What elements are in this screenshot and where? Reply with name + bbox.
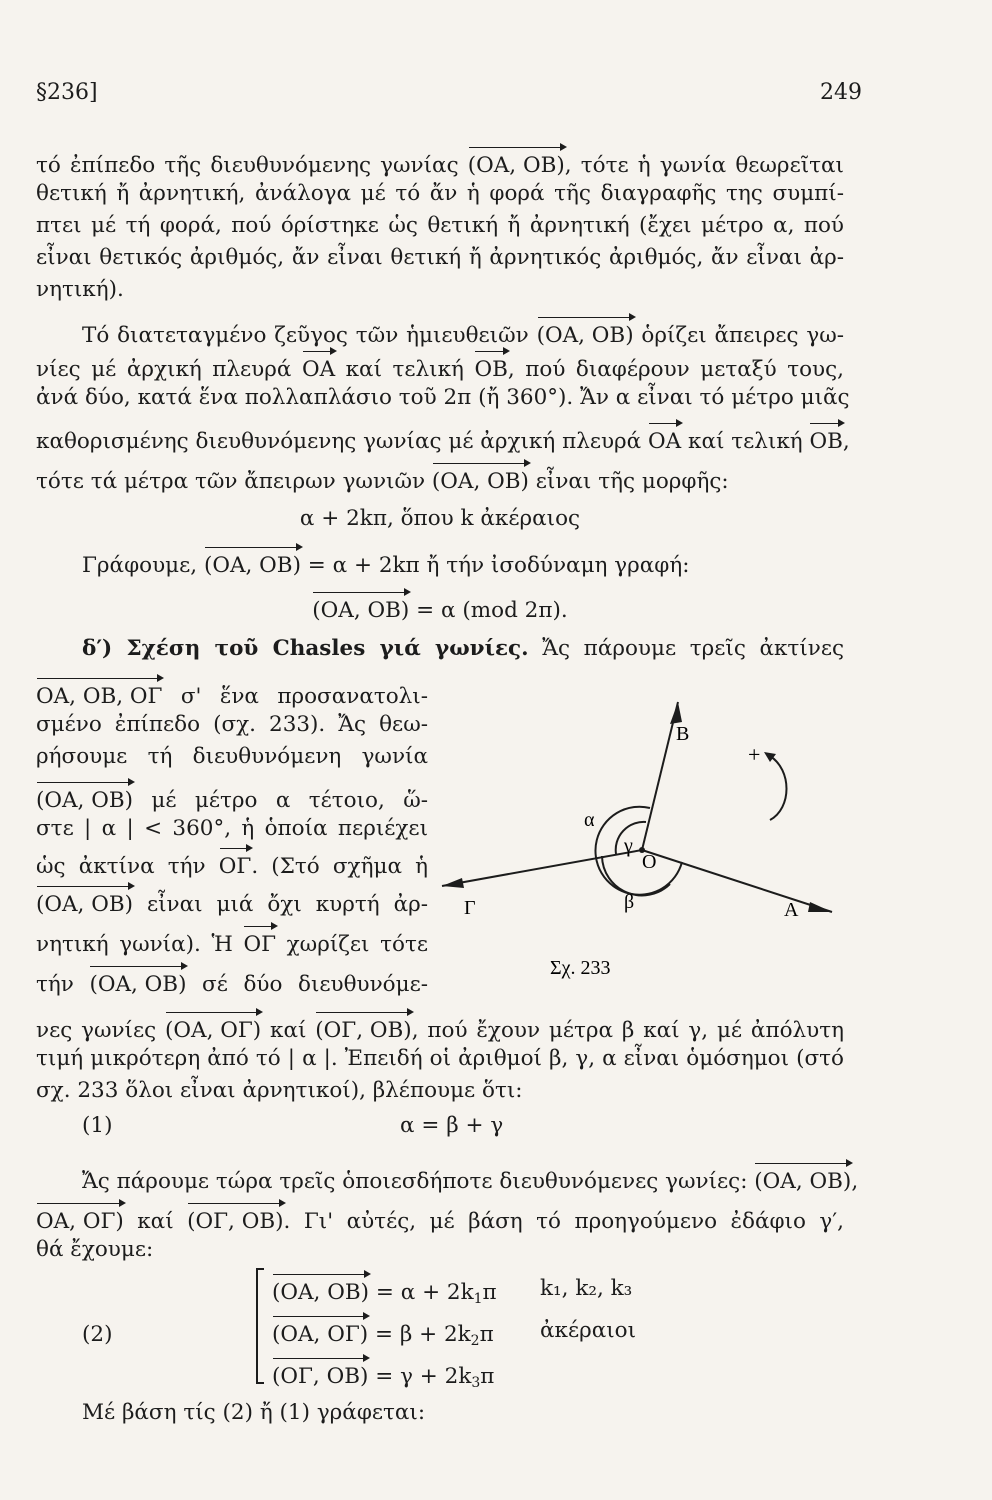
text-line: Γράφουμε, (ΟΑ, ΟΒ) = α + 2kπ ἤ τήν ἰσοδύναμη γραφή:: [82, 547, 689, 581]
text-line: καθορισμένης διευθυνόμενης γωνίας μέ ἀρχική πλευρά ΟΑ καί τελική ΟΒ,: [36, 423, 844, 457]
section-header: §236]: [36, 80, 98, 105]
formula-mod: (ΟΑ, ΟΒ) = α (mod 2π).: [36, 592, 844, 626]
label-o: O: [642, 851, 657, 873]
text-line: θετική ἤ ἀρνητική, ἀνάλογα μέ τό ἄν ἡ φορά τῆς διαγραφῆς της συμπί-: [36, 181, 844, 206]
text-line: νητική γωνία). Ἡ ΟΓ χωρίζει τότε: [36, 926, 428, 960]
label-gamma: γ: [624, 835, 633, 857]
text-line: ρήσουμε τή διευθυνόμενη γωνία: [36, 744, 428, 769]
eq2-row: (ΟΑ, $OB) = \alpha + 2k_1\pi$: [272, 1274, 497, 1314]
label-alpha: α: [584, 809, 595, 831]
text-line: τήν (ΟΑ, ΟΒ) σέ δύο διευθυνόμε-: [36, 966, 428, 1000]
text-line: τό ἐπίπεδο τῆς διευθυνόμενης γωνίας (ΟΑ, ΟΒ), τότε ἡ γωνία θεωρεῖται: [36, 147, 844, 181]
text-line: θά ἔχουμε:: [36, 1237, 154, 1262]
eq2-label: (2): [82, 1322, 113, 1347]
label-g: Γ: [464, 897, 476, 919]
arrow-a: [808, 902, 832, 912]
eq2-row: (ΟΓ, $OB) = \gamma + 2k_3\pi$: [272, 1358, 494, 1398]
text-line: σχ. 233 ὅλοι εἶναι ἀρνητικοί), βλέπουμε ὅτι:: [36, 1078, 523, 1103]
text-line: τότε τά μέτρα τῶν ἄπειρων γωνιῶν (ΟΑ, ΟΒ) εἶναι τῆς μορφῆς:: [36, 463, 729, 497]
final-line: Μέ βάση τίς (2) ἤ (1) γράφεται:: [82, 1400, 426, 1425]
eq1-label: (1): [82, 1113, 113, 1138]
label-beta: β: [624, 891, 635, 913]
system-brace: [256, 1268, 268, 1384]
text-line: Τό διατεταγμένο ζεῦγος τῶν ἡμιευθειῶν (ΟΑ, ΟΒ) ὁρίζει ἄπειρες γω-: [82, 317, 844, 351]
text-line: νητική).: [36, 277, 124, 302]
eq1-body: α = β + γ: [400, 1113, 504, 1138]
eq2-note: k₁, k₂, k₃: [540, 1276, 633, 1301]
orientation-arc: [770, 756, 787, 820]
text-line: νίες μέ ἀρχική πλευρά ΟΑ καί τελική ΟΒ, πού διαφέρουν μεταξύ τους,: [36, 351, 844, 385]
text-line: τιμή μικρότερη ἀπό τό | α |. Ἐπειδή οἱ ἀριθμοί β, γ, α εἶναι ὁμόσημοι (στό: [36, 1046, 844, 1071]
text-line: σμένο ἐπίπεδο (σχ. 233). Ἄς θεω-: [36, 712, 428, 737]
text-line: ἀνά δύο, κατά ἕνα πολλαπλάσιο τοῦ 2π (ἤ 360°). Ἄν α εἶναι τό μέτρο μιᾶς: [36, 385, 850, 410]
chasles-title-line: δ′) Σχέση τοῦ Chasles γιά γωνίες. Ἄς πάρουμε τρεῖς ἀκτίνες: [82, 636, 844, 661]
label-a: A: [784, 899, 799, 921]
figure-233: [430, 690, 844, 990]
text-line: νες γωνίες (ΟΑ, ΟΓ) καί (ΟΓ, ΟΒ), πού ἔχουν μέτρα β καί γ, μέ ἀπόλυτη: [36, 1012, 844, 1046]
formula-general: α + 2kπ, ὅπου k ἀκέραιος: [299, 506, 581, 531]
page-number: 249: [820, 80, 862, 105]
text-line: Ἄς πάρουμε τώρα τρεῖς ὁποιεσδήποτε διευθυνόμενες γωνίες: (ΟΑ, ΟΒ),: [82, 1163, 844, 1197]
ray-ob: [642, 702, 678, 850]
figure-caption: Σχ. 233: [550, 957, 611, 979]
text-line: (ΟΑ, ΟΒ) μέ μέτρο α τέτοιο, ὥ-: [36, 782, 428, 816]
arrow-b: [670, 702, 682, 724]
eq2-row: (ΟΑ, $O\Gamma) = \beta + 2k_2\pi$: [272, 1316, 494, 1356]
text-line: ΟΑ, ΟΓ) καί (ΟΓ, ΟΒ). Γι' αὐτές, μέ βάση τό προηγούμενο ἐδάφιο γ′,: [36, 1203, 844, 1237]
label-b: B: [676, 723, 690, 745]
text-line: εἶναι θετικός ἀριθμός, ἄν εἶναι θετική ἤ ἀρνητικός ἀριθμός, ἄν εἶναι ἀρ-: [36, 245, 844, 270]
text-line: ΟΑ, ΟΒ, ΟΓ σ' ἕνα προσανατολι-: [36, 678, 428, 712]
text-line: πτει μέ τή φορά, πού όρίστηκε ὡς θετική ἤ ἀρνητική (ἔχει μέτρο α, πού: [36, 213, 844, 238]
arrow-g: [442, 878, 464, 888]
label-plus: +: [748, 742, 761, 767]
eq2-note: ἀκέραιοι: [540, 1318, 637, 1343]
text-line: (ΟΑ, ΟΒ) εἶναι μιά ὄχι κυρτή ἀρ-: [36, 886, 428, 920]
text-line: ὡς ἀκτίνα τήν ΟΓ. (Στό σχῆμα ἡ: [36, 848, 428, 882]
text-line: στε | α | < 360°, ἡ ὁποία περιέχει: [36, 816, 428, 841]
